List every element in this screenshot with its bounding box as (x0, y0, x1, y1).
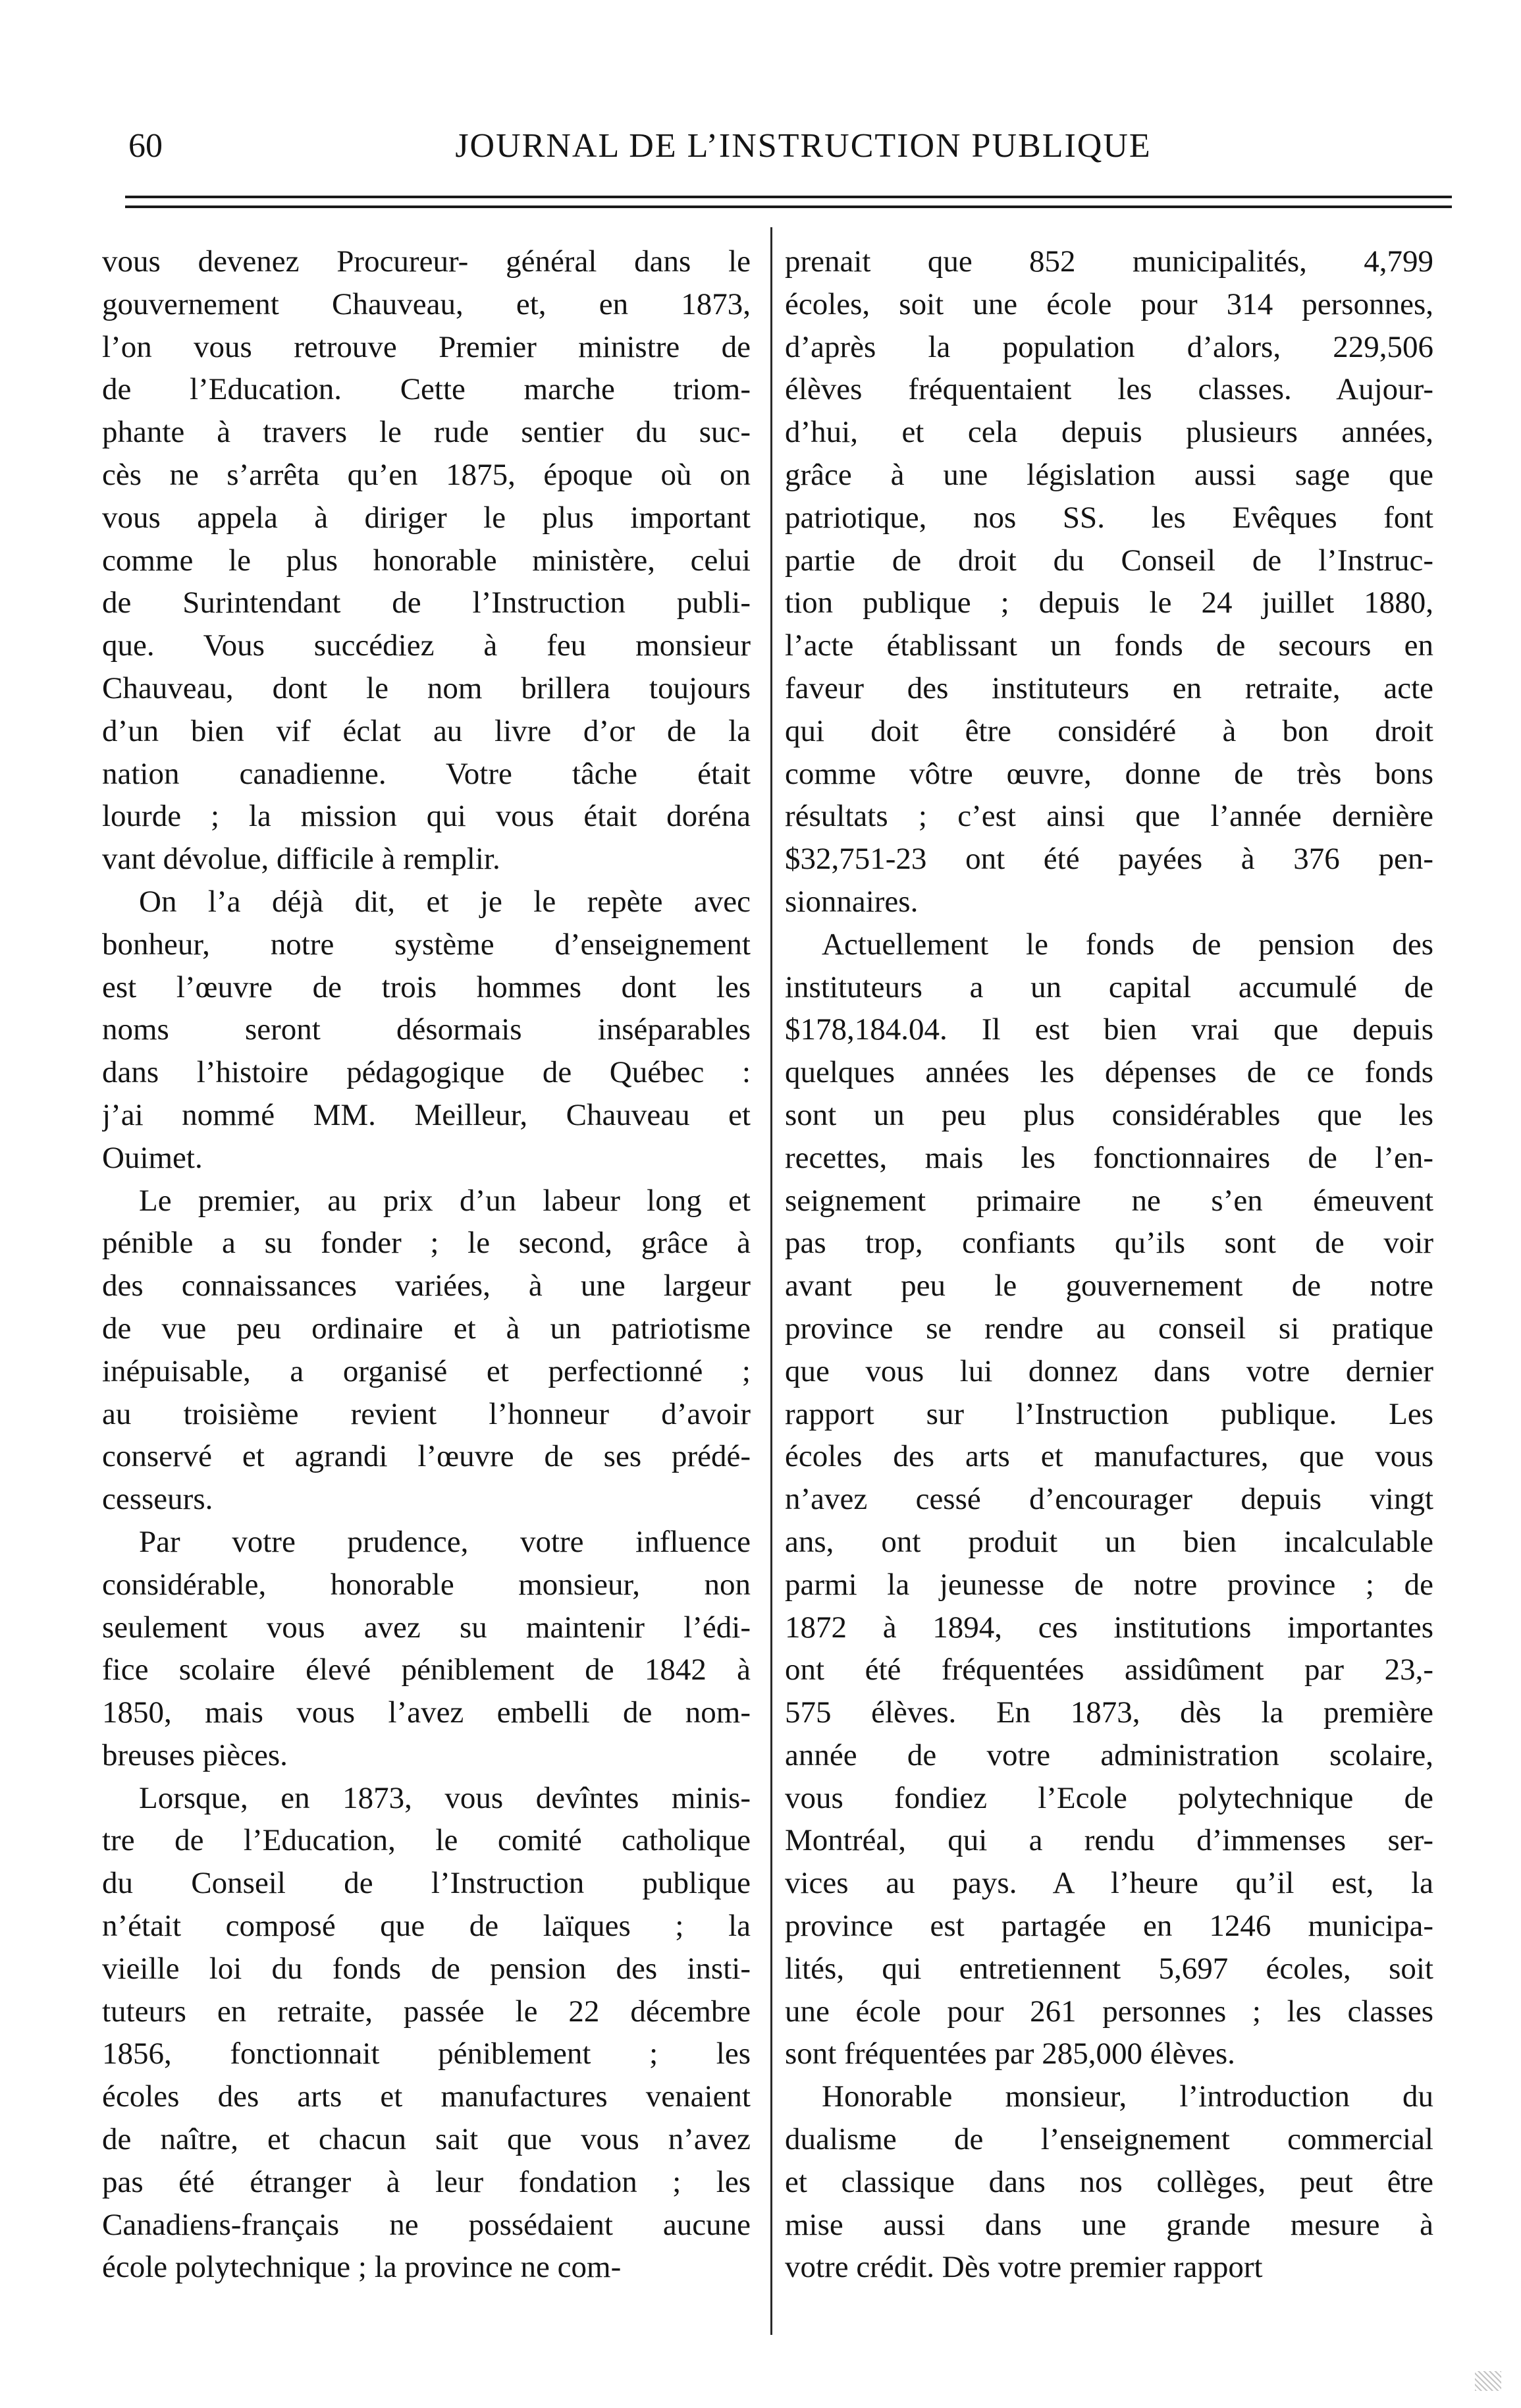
text-line: de Surintendant de l’Instruction publi- (102, 586, 751, 620)
text-line: de l’Education. Cette marche triom- (102, 372, 751, 407)
text-line: sionnaires. (785, 884, 919, 919)
text-line: province est partagée en 1246 municipa- (785, 1909, 1433, 1944)
page-header (0, 120, 1521, 173)
text-line: prenait que 852 municipalités, 4,799 (785, 244, 1433, 279)
text-line: quelques années les dépenses de ce fonds (785, 1055, 1433, 1090)
text-line: considérable, honorable monsieur, non (102, 1567, 751, 1602)
text-line: d’après la population d’alors, 229,506 (785, 329, 1433, 364)
text-line: de vue peu ordinaire et à un patriotisme (102, 1311, 751, 1346)
text-line: pas été étranger à leur fondation ; les (102, 2164, 751, 2199)
text-line: On l’a déjà dit, et je le repète avec (139, 884, 751, 919)
text-line: Lorsque, en 1873, vous devîntes minis- (139, 1780, 751, 1815)
text-line: pas trop, confiants qu’ils sont de voir (785, 1226, 1433, 1261)
text-line: écoles, soit une école pour 314 personnes, (785, 287, 1433, 321)
text-line: école polytechnique ; la province ne com- (102, 2250, 622, 2285)
text-line: Chauveau, dont le nom brillera toujours (102, 670, 751, 705)
text-line: partie de droit du Conseil de l’Instruc- (785, 543, 1433, 578)
text-line: instituteurs a un capital accumulé de (785, 970, 1433, 1004)
header-rule-bottom (125, 205, 1452, 208)
text-line: Honorable monsieur, l’introduction du (822, 2079, 1433, 2114)
text-line: cesseurs. (102, 1482, 213, 1517)
text-line: sont un peu plus considérables que les (785, 1097, 1433, 1132)
text-line: comme le plus honorable ministère, celui (102, 543, 751, 578)
text-line: écoles des arts et manufactures, que vous (785, 1439, 1433, 1474)
running-title: JOURNAL DE L’INSTRUCTION PUBLIQUE (455, 127, 1152, 165)
text-line: inépuisable, a organisé et perfectionné ; (102, 1354, 751, 1388)
text-line: sont fréquentées par 285,000 élèves. (785, 2037, 1235, 2071)
text-line: 1850, mais vous l’avez embelli de nom- (102, 1695, 751, 1730)
text-line: ont été fréquentées assidûment par 23,- (785, 1653, 1433, 1687)
text-line: ans, ont produit un bien incalculable (785, 1524, 1433, 1559)
text-line: vous devenez Procureur- général dans le (102, 244, 751, 279)
text-line: élèves fréquentaient les classes. Aujour- (785, 372, 1433, 407)
text-line: vieille loi du fonds de pension des insti- (102, 1951, 751, 1986)
text-line: tion publique ; depuis le 24 juillet 1880, (785, 586, 1433, 620)
text-line: Montréal, qui a rendu d’immenses ser- (785, 1823, 1433, 1858)
text-line: 575 élèves. En 1873, dès la première (785, 1695, 1433, 1730)
text-line: fice scolaire élevé péniblement de 1842 à (102, 1653, 751, 1687)
text-line: que. Vous succédiez à feu monsieur (102, 628, 751, 663)
text-line: que vous lui donnez dans votre dernier (785, 1354, 1433, 1388)
text-line: 1856, fonctionnait péniblement ; les (102, 2037, 751, 2071)
text-line: du Conseil de l’Instruction publique (102, 1866, 751, 1901)
text-line: lourde ; la mission qui vous était doréna (102, 799, 751, 834)
text-line: tre de l’Education, le comité catholique (102, 1823, 751, 1858)
text-line: seignement primaire ne s’en émeuvent (785, 1183, 1433, 1218)
text-line: recettes, mais les fonctionnaires de l’en- (785, 1140, 1433, 1175)
text-line: n’était composé que de laïques ; la (102, 1909, 751, 1944)
text-line: $32,751-23 ont été payées à 376 pen- (785, 842, 1433, 877)
text-line: Ouimet. (102, 1140, 203, 1175)
text-line: parmi la jeunesse de notre province ; de (785, 1567, 1433, 1602)
text-line: des connaissances variées, à une largeur (102, 1269, 751, 1303)
text-line: seulement vous avez su maintenir l’édi- (102, 1610, 751, 1645)
text-line: et classique dans nos collèges, peut être (785, 2164, 1433, 2199)
text-line: année de votre administration scolaire, (785, 1738, 1433, 1772)
text-line: 1872 à 1894, ces institutions importantes (785, 1610, 1433, 1645)
text-line: tuteurs en retraite, passée le 22 décembre (102, 1994, 751, 2029)
text-line: Le premier, au prix d’un labeur long et (139, 1183, 751, 1218)
text-line: conservé et agrandi l’œuvre de ses prédé- (102, 1439, 751, 1474)
text-line: d’un bien vif éclat au livre d’or de la (102, 713, 751, 748)
text-line: grâce à une législation aussi sage que (785, 457, 1433, 492)
text-line: patriotique, nos SS. les Evêques font (785, 500, 1433, 535)
text-line: d’hui, et cela depuis plusieurs années, (785, 415, 1433, 450)
text-line: au troisième revient l’honneur d’avoir (102, 1396, 751, 1431)
text-line: faveur des instituteurs en retraite, acte (785, 670, 1433, 705)
text-line: lités, qui entretiennent 5,697 écoles, soit (785, 1951, 1433, 1986)
text-line: Canadiens-français ne possédaient aucune (102, 2207, 751, 2242)
text-line: votre crédit. Dès votre premier rapport (785, 2250, 1263, 2285)
text-line: Par votre prudence, votre influence (139, 1524, 751, 1559)
text-line: vant dévolue, difficile à remplir. (102, 842, 500, 877)
text-line: avant peu le gouvernement de notre (785, 1269, 1433, 1303)
text-line: comme vôtre œuvre, donne de très bons (785, 756, 1433, 791)
text-line: rapport sur l’Instruction publique. Les (785, 1396, 1433, 1431)
text-line: phante à travers le rude sentier du suc- (102, 415, 751, 450)
text-line: l’acte établissant un fonds de secours en (785, 628, 1433, 663)
text-line: breuses pièces. (102, 1738, 288, 1772)
left-text-column (102, 240, 751, 2289)
text-line: noms seront désormais inséparables (102, 1012, 751, 1047)
text-line: cès ne s’arrêta qu’en 1875, époque où on (102, 457, 751, 492)
text-line: l’on vous retrouve Premier ministre de (102, 329, 751, 364)
scan-noise-mark (1475, 2371, 1501, 2391)
right-text-column (785, 240, 1433, 2289)
text-line: j’ai nommé MM. Meilleur, Chauveau et (102, 1097, 751, 1132)
text-line: mise aussi dans une grande mesure à (785, 2207, 1433, 2242)
text-line: Actuellement le fonds de pension des (822, 927, 1433, 962)
text-line: pénible a su fonder ; le second, grâce à (102, 1226, 751, 1261)
text-line: dans l’histoire pédagogique de Québec : (102, 1055, 751, 1090)
text-line: dualisme de l’enseignement commercial (785, 2122, 1433, 2157)
text-line: gouvernement Chauveau, et, en 1873, (102, 287, 751, 321)
text-line: vous fondiez l’Ecole polytechnique de (785, 1780, 1433, 1815)
text-line: $178,184.04. Il est bien vrai que depuis (785, 1012, 1433, 1047)
text-line: de naître, et chacun sait que vous n’avez (102, 2122, 751, 2157)
page-number: 60 (128, 127, 163, 165)
text-line: résultats ; c’est ainsi que l’année dernière (785, 799, 1433, 834)
text-line: une école pour 261 personnes ; les classes (785, 1994, 1433, 2029)
text-line: qui doit être considéré à bon droit (785, 713, 1433, 748)
text-line: est l’œuvre de trois hommes dont les (102, 970, 751, 1004)
text-line: vous appela à diriger le plus important (102, 500, 751, 535)
text-line: nation canadienne. Votre tâche était (102, 756, 751, 791)
header-rule-top (125, 196, 1452, 198)
text-line: vices au pays. A l’heure qu’il est, la (785, 1866, 1433, 1901)
text-line: bonheur, notre système d’enseignement (102, 927, 751, 962)
text-line: écoles des arts et manufactures venaient (102, 2079, 751, 2114)
text-line: n’avez cessé d’encourager depuis vingt (785, 1482, 1433, 1517)
text-line: province se rendre au conseil si pratique (785, 1311, 1433, 1346)
column-divider (770, 227, 772, 2335)
